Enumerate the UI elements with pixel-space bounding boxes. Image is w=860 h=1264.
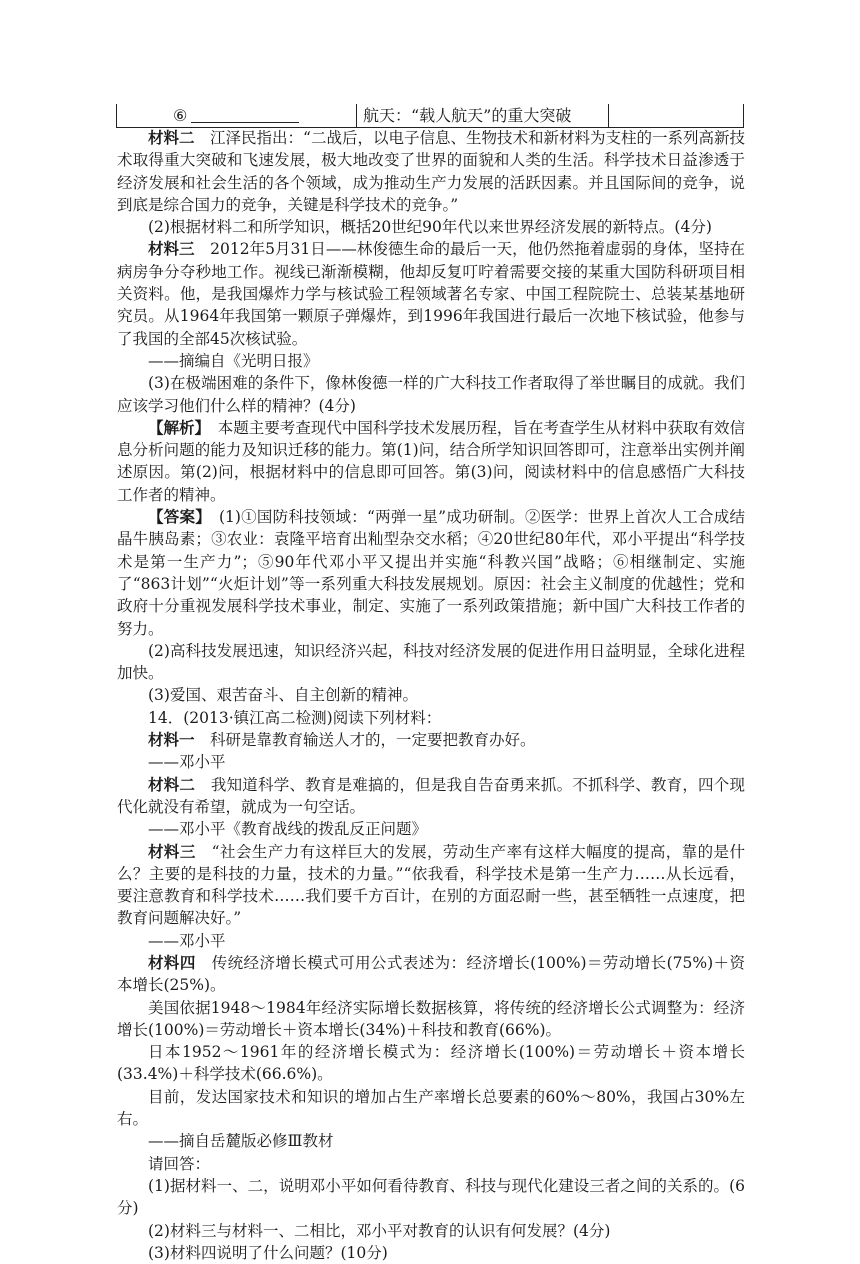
answer-blank	[191, 107, 299, 123]
item-number: ⑥	[173, 106, 188, 125]
paragraph-text: 目前，发达国家技术和知识的增加占生产率增长总要素的60%～80%，我国占30%左右。	[117, 1087, 745, 1129]
paragraph	[117, 506, 745, 640]
paragraph-label: 材料二	[148, 128, 195, 147]
source-line	[117, 350, 745, 372]
paragraph-text: (2)根据材料二和所学知识，概括20世纪90年代以来世界经济发展的新特点。(4分)	[148, 218, 712, 237]
paragraph-text: 我知道科学、教育是难搞的，但是我自告奋勇来抓。不抓科学、教育，四个现代化就没有希望，就成为一句空话。	[117, 775, 745, 816]
paragraph	[117, 729, 745, 751]
paragraph	[117, 1220, 745, 1242]
paragraph	[117, 1153, 745, 1175]
paragraph-text: 传统经济增长模式可用公式表述为：经济增长(100%)＝劳动增长(75%)＋资本增长(25%)。	[117, 953, 745, 995]
paragraph-text: (3)在极端困难的条件下，像林俊德一样的广大科技工作者取得了举世瞩目的成就。我们应该学习他们什么样的精神？(4分)	[117, 374, 745, 415]
paragraph	[117, 1086, 745, 1131]
source-line	[117, 1130, 745, 1152]
paragraph	[117, 684, 745, 706]
paragraph-text: 日本1952～1961年的经济增长模式为：经济增长(100%)＝劳动增长＋资本增长(33.4%)＋科学技术(66.6%)。	[117, 1043, 745, 1084]
paragraph-text: (1)①国防科技领域：“两弹一星”成功研制。②医学：世界上首次人工合成结晶牛胰岛素；③农业：袁隆平培育出籼型杂交水稻；④20世纪80年代，邓小平提出“科学技术是第一生产力”；⑤90年代邓小平又提出并实施“科教兴国”战略；⑥相继制定、实施了“863计划”“火炬计划”等一系列重大科技发展规划。原因：社会主义制度的优越性；党和政府十分重视发展科学技术事业，制定、实施了一系列政策措施；新中国广大科技工作者的努力。	[117, 508, 745, 638]
paragraph-text: ——邓小平《教育战线的拨乱反正问题》	[148, 820, 428, 839]
paragraph-text: 江泽民指出：“二战后，以电子信息、生物技术和新材料为支柱的一系列高新技术取得重大突破和飞速发展，极大地改变了世界的面貌和人类的生活。科学技术日益渗透于经济发展和社会生活的各个领域，成为推动生产力发展的活跃因素。并且国际间的竞争，说到底是综合国力的竞争，关键是科学技术的竞争。”	[117, 129, 745, 214]
paragraph	[117, 372, 745, 417]
paragraph-text: (3)材料四说明了什么问题？(10分)	[148, 1243, 388, 1262]
paragraph	[117, 841, 745, 930]
table-cell-number	[117, 104, 357, 127]
paragraph-label: 材料三	[148, 841, 196, 861]
paragraph	[117, 997, 745, 1042]
paragraph-text: (1)据材料一、二，说明邓小平如何看待教育、科技与现代化建设三者之间的关系的。(6分)	[117, 1176, 745, 1218]
paragraph-label: 【解析】	[148, 417, 203, 437]
source-line	[117, 751, 745, 773]
paragraph-text: 科研是靠教育输送人才的，一定要把教育办好。	[194, 731, 536, 750]
source-line	[117, 930, 745, 952]
paragraph-text: ——邓小平	[148, 931, 226, 950]
paragraph	[117, 1041, 745, 1086]
paragraph	[117, 774, 745, 819]
paragraph-label: 材料四	[148, 952, 196, 972]
paragraph-text: 美国依据1948～1984年经济实际增长数据核算，将传统的经济增长公式调整为：经济增长(100%)＝劳动增长＋资本增长(34%)＋科技和教育(66%)。	[117, 998, 745, 1039]
paragraph-text: (2)材料三与材料一、二相比，邓小平对教育的认识有何发展？(4分)	[148, 1221, 611, 1240]
paragraph-label: 【答案】	[148, 507, 204, 527]
paragraph-text: 14．(2013·镇江高二检测)阅读下列材料：	[148, 708, 442, 727]
paragraph-text: “社会生产力有这样巨大的发展，劳动生产率有这样大幅度的提高，靠的是什么？主要的是科技的力量，技术的力量。”“依我看，科学技术是第一生产力……从长远看，要注意教育和科学技术……我们要千方百计，在别的方面忍耐一些，甚至牺牲一点速度，把教育问题解决好。”	[117, 842, 745, 928]
paragraph-text: (2)高科技发展迅速，知识经济兴起，科技对经济发展的促进作用日益明显，全球化进程加快。	[117, 641, 745, 683]
table-cell-empty	[609, 104, 743, 127]
source-line	[117, 818, 745, 840]
document-body	[117, 127, 745, 1264]
answer-table-row	[116, 104, 744, 128]
paragraph	[117, 127, 745, 216]
paragraph-label: 材料一	[148, 730, 195, 750]
paragraph	[117, 707, 745, 729]
table-cell-field: 航天：“载人航天”的重大突破	[357, 104, 609, 127]
paragraph-label: 材料二	[148, 774, 196, 794]
paragraph	[117, 640, 745, 685]
paragraph	[117, 1242, 745, 1264]
paragraph	[117, 417, 745, 506]
paragraph	[117, 1175, 745, 1220]
paragraph-text: ——邓小平	[148, 753, 226, 772]
paragraph-text: 2012年5月31日——林俊德生命的最后一天，他仍然拖着虚弱的身体，坚持在病房争分夺秒地工作。视线已渐渐模糊，他却反复叮咛着需要交接的某重大国防科研项目相关资料。他，是我国爆炸力学与核试验工程领域著名专家、中国工程院院士、总装某基地研究员。从1964年我国第一颗原子弹爆炸，到1996年我国进行最后一次地下核试验，他参与了我国的全部45次核试验。	[117, 240, 745, 348]
paragraph	[117, 238, 745, 349]
paragraph-text: ——摘自岳麓版必修Ⅲ教材	[148, 1132, 334, 1151]
paragraph	[117, 216, 745, 238]
paragraph-text: ——摘编自《光明日报》	[148, 351, 319, 370]
paragraph-text: 请回答：	[148, 1154, 211, 1173]
paragraph	[117, 952, 745, 997]
paragraph-label: 材料三	[148, 239, 195, 259]
paragraph-text: (3)爱国、艰苦奋斗、自主创新的精神。	[148, 686, 418, 705]
paragraph-text: 本题主要考查现代中国科学技术发展历程，旨在考查学生从材料中获取有效信息分析问题的能力及知识迁移的能力。第(1)问，结合所学知识回答即可，注意举出实例并阐述原因。第(2)问，根据材料中的信息即可回答。第(3)问，阅读材料中的信息感悟广大科技工作者的精神。	[117, 418, 745, 504]
